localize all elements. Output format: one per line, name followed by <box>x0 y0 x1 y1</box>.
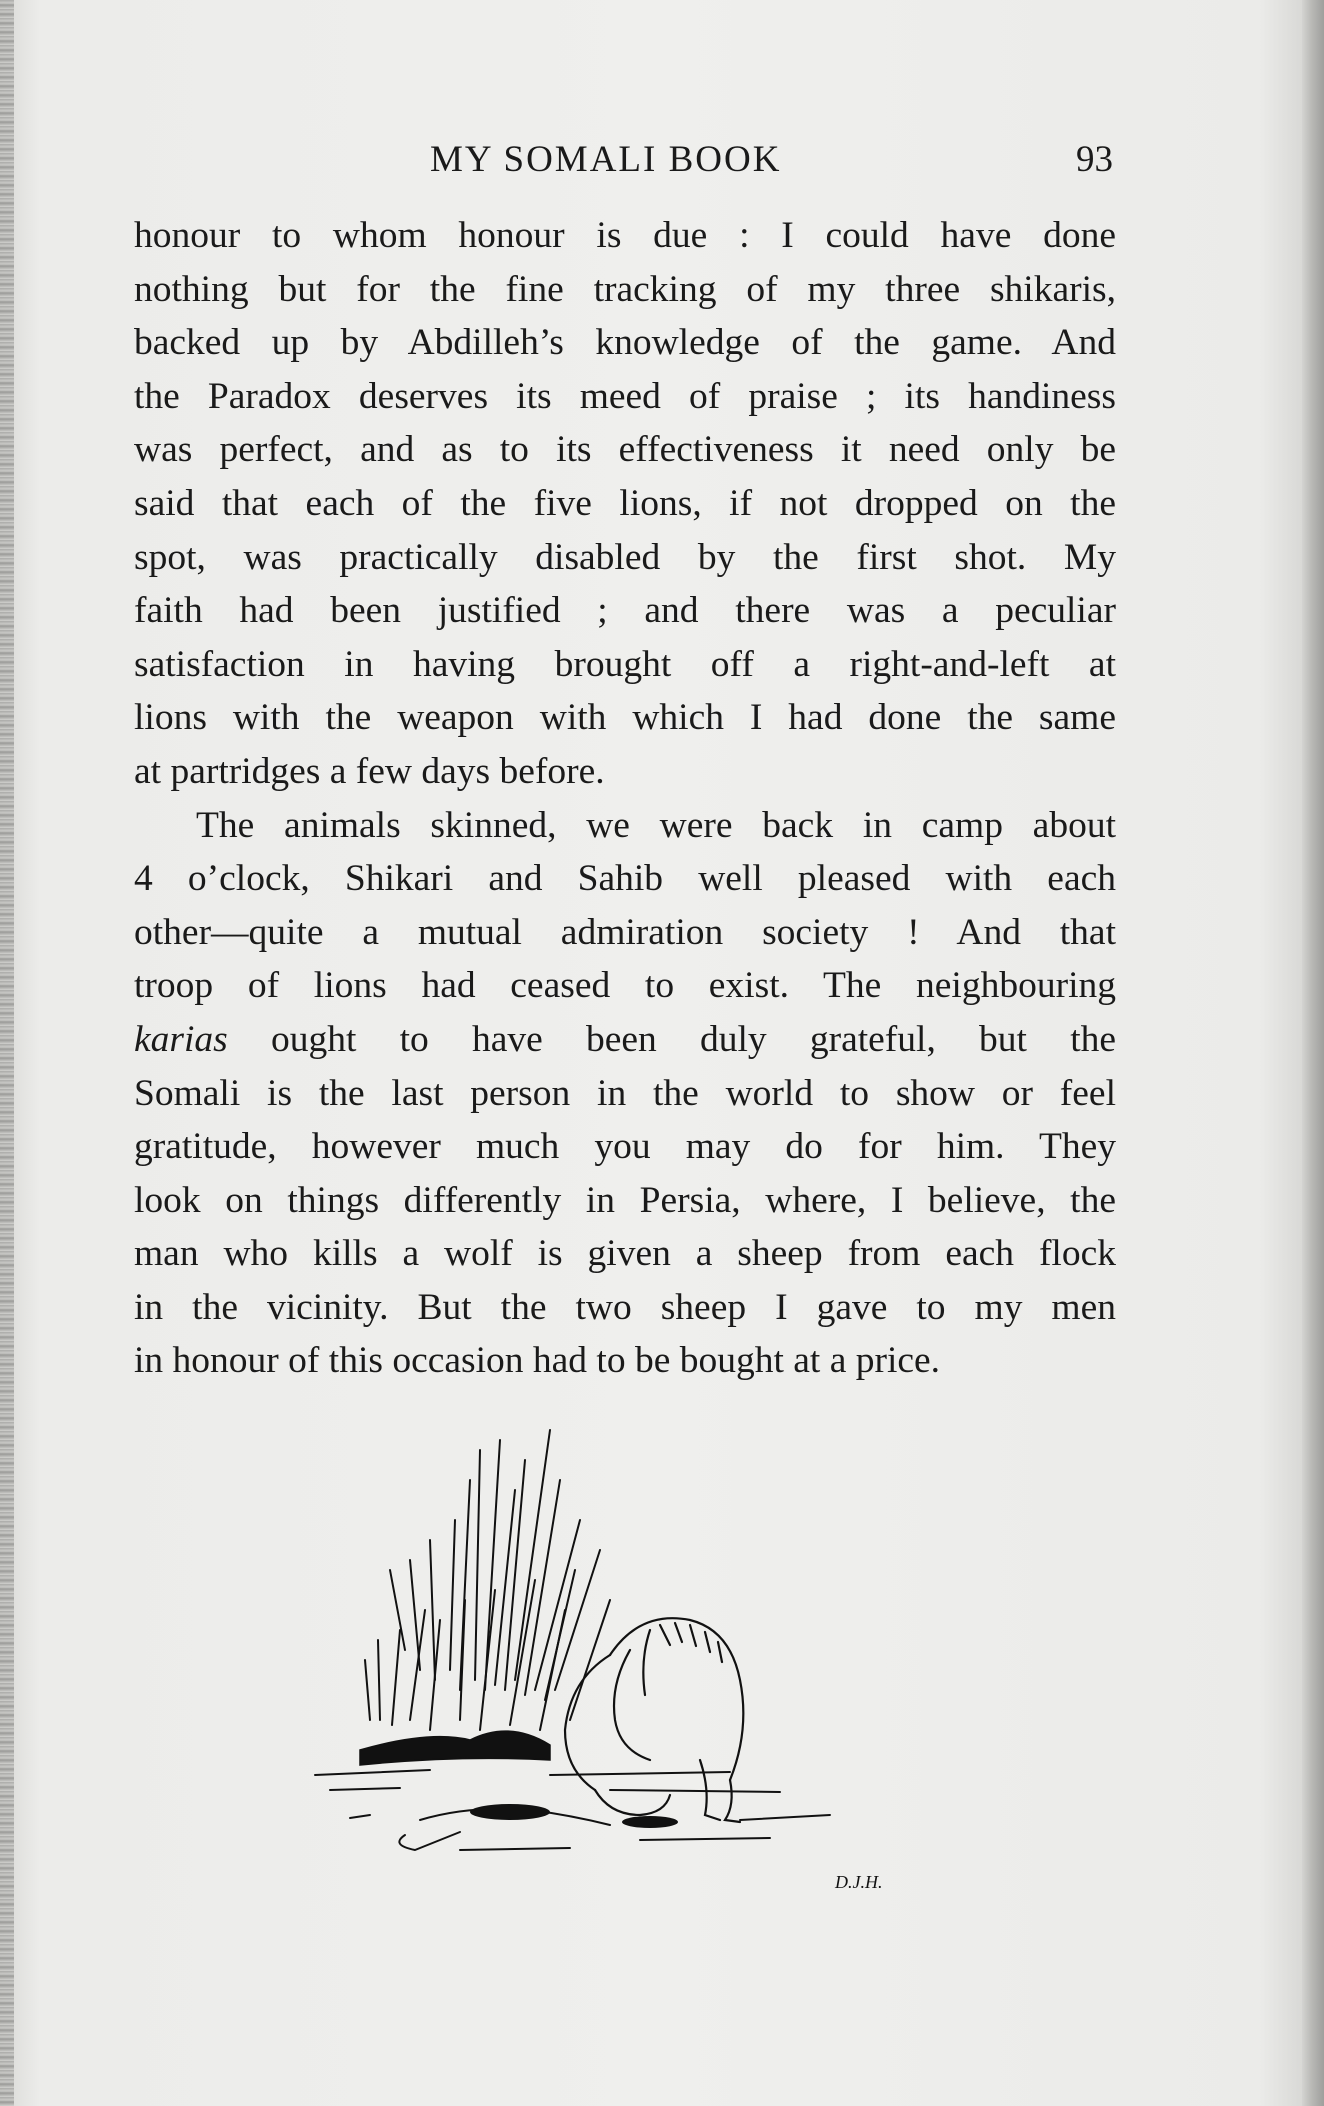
text-line: at partridges a few days before. <box>134 750 605 792</box>
text-line: nothing but for the fine tracking of my three shikaris, <box>134 268 1116 310</box>
italic-word: karias <box>134 1018 228 1060</box>
text-line: man who kills a wolf is given a sheep from each flock <box>134 1233 1116 1275</box>
text-line: in honour of this occasion had to be bought at a price. <box>134 1340 941 1382</box>
body-text <box>134 209 1116 1388</box>
lion-illustration <box>310 1420 930 1940</box>
text-line: troop of lions had ceased to exist. The neighbouring <box>134 965 1116 1007</box>
text-line: 4 o’clock, Shikari and Sahib well pleased with each <box>134 858 1116 900</box>
text-line: Somali is the last person in the world to show or feel <box>134 1072 1116 1114</box>
text-line: The animals skinned, we were back in camp about <box>196 804 1116 846</box>
illustration-signature: D.J.H. <box>835 1872 883 1892</box>
text-line-rest: ought to have been duly grateful, but the <box>270 1018 1117 1060</box>
page-number: 93 <box>1076 139 1113 180</box>
text-line: look on things differently in Persia, where, I believe, the <box>134 1179 1116 1221</box>
text-line: other—quite a mutual admiration society ! And that <box>134 911 1116 953</box>
text-line: in the vicinity. But the two sheep I gave to my men <box>134 1286 1116 1328</box>
text-line: faith had been justified ; and there was a peculiar <box>134 590 1116 632</box>
text-line-with-italic <box>134 1013 1116 1067</box>
text-line: backed up by Abdilleh’s knowledge of the game. And <box>134 322 1116 364</box>
page-right-edge <box>1302 0 1324 2106</box>
text-line: said that each of the five lions, if not dropped on the <box>134 482 1116 524</box>
page-left-edge <box>0 0 14 2106</box>
text-line: spot, was practically disabled by the first shot. My <box>134 536 1116 578</box>
running-title: MY SOMALI BOOK <box>430 139 782 180</box>
text-line: lions with the weapon with which I had done the same <box>134 697 1116 739</box>
text-line: the Paradox deserves its meed of praise ; its handiness <box>134 375 1116 417</box>
text-line: honour to whom honour is due : I could have done <box>134 215 1116 256</box>
text-line: gratitude, however much you may do for him. They <box>134 1126 1116 1168</box>
text-line: satisfaction in having brought off a right-and-left at <box>134 643 1116 685</box>
text-line: was perfect, and as to its effectiveness it need only be <box>134 429 1116 471</box>
